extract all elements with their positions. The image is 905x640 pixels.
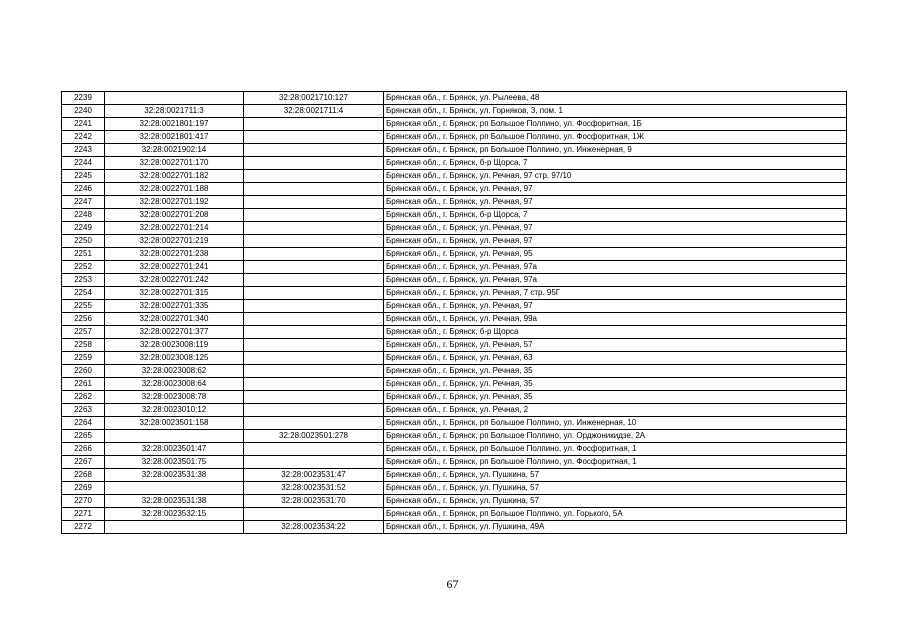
related-cadastral-number-cell bbox=[244, 300, 384, 313]
row-number-cell: 2257 bbox=[62, 326, 105, 339]
table-row bbox=[62, 261, 847, 274]
cadastral-number-cell: 32:28:0023531:38 bbox=[105, 495, 244, 508]
row-number-cell: 2246 bbox=[62, 183, 105, 196]
table-row bbox=[62, 131, 847, 144]
cadastral-number-cell: 32:28:0023501:158 bbox=[105, 417, 244, 430]
cadastral-number-cell: 32:28:0022701:315 bbox=[105, 287, 244, 300]
related-cadastral-number-cell bbox=[244, 235, 384, 248]
cadastral-number-cell: 32:28:0022701:335 bbox=[105, 300, 244, 313]
related-cadastral-number-cell bbox=[244, 248, 384, 261]
related-cadastral-number-cell bbox=[244, 261, 384, 274]
row-number-cell: 2263 bbox=[62, 404, 105, 417]
address-cell: Брянская обл., г. Брянск, ул. Речная, 63 bbox=[384, 352, 847, 365]
table-row bbox=[62, 196, 847, 209]
address-cell: Брянская обл., г. Брянск, ул. Речная, 97а bbox=[384, 261, 847, 274]
address-cell: Брянская обл., г. Брянск, ул. Речная, 97 bbox=[384, 222, 847, 235]
table-row bbox=[62, 339, 847, 352]
row-number-cell: 2252 bbox=[62, 261, 105, 274]
table-row bbox=[62, 118, 847, 131]
table-row bbox=[62, 443, 847, 456]
registry-table-body bbox=[62, 92, 847, 534]
table-row bbox=[62, 365, 847, 378]
row-number-cell: 2240 bbox=[62, 105, 105, 118]
cadastral-number-cell: 32:28:0022701:377 bbox=[105, 326, 244, 339]
address-cell: Брянская обл., г. Брянск, ул. Речная, 2 bbox=[384, 404, 847, 417]
row-number-cell: 2245 bbox=[62, 170, 105, 183]
related-cadastral-number-cell bbox=[244, 209, 384, 222]
row-number-cell: 2270 bbox=[62, 495, 105, 508]
page-number: 67 bbox=[446, 577, 459, 591]
table-row bbox=[62, 508, 847, 521]
address-cell: Брянская обл., г. Брянск, ул. Рылеева, 48 bbox=[384, 92, 847, 105]
table-row bbox=[62, 235, 847, 248]
cadastral-number-cell: 32:28:0023532:15 bbox=[105, 508, 244, 521]
cadastral-number-cell: 32:28:0022701:208 bbox=[105, 209, 244, 222]
row-number-cell: 2260 bbox=[62, 365, 105, 378]
row-number-cell: 2242 bbox=[62, 131, 105, 144]
row-number-cell: 2267 bbox=[62, 456, 105, 469]
related-cadastral-number-cell bbox=[244, 508, 384, 521]
address-cell: Брянская обл., г. Брянск, ул. Горняков, 3, пом. 1 bbox=[384, 105, 847, 118]
address-cell: Брянская обл., г. Брянск, ул. Речная, 97 bbox=[384, 235, 847, 248]
row-number-cell: 2272 bbox=[62, 521, 105, 534]
row-number-cell: 2241 bbox=[62, 118, 105, 131]
related-cadastral-number-cell bbox=[244, 157, 384, 170]
row-number-cell: 2268 bbox=[62, 469, 105, 482]
table-row bbox=[62, 456, 847, 469]
row-number-cell: 2271 bbox=[62, 508, 105, 521]
table-row bbox=[62, 495, 847, 508]
table-row bbox=[62, 326, 847, 339]
related-cadastral-number-cell bbox=[244, 222, 384, 235]
cadastral-number-cell: 32:28:0021801:417 bbox=[105, 131, 244, 144]
related-cadastral-number-cell bbox=[244, 443, 384, 456]
cadastral-number-cell: 32:28:0021711:3 bbox=[105, 105, 244, 118]
cadastral-number-cell bbox=[105, 430, 244, 443]
cadastral-number-cell: 32:28:0022701:340 bbox=[105, 313, 244, 326]
address-cell: Брянская обл., г. Брянск, рп Большое Полпино, ул. Орджоникидзе, 2А bbox=[384, 430, 847, 443]
address-cell: Брянская обл., г. Брянск, рп Большое Полпино, ул. Фосфоритная, 1Ж bbox=[384, 131, 847, 144]
related-cadastral-number-cell bbox=[244, 339, 384, 352]
address-cell: Брянская обл., г. Брянск, рп Большое Полпино, ул. Фосфоритная, 1 bbox=[384, 456, 847, 469]
table-row bbox=[62, 222, 847, 235]
address-cell: Брянская обл., г. Брянск, ул. Речная, 7 стр. 95Г bbox=[384, 287, 847, 300]
address-cell: Брянская обл., г. Брянск, ул. Речная, 95 bbox=[384, 248, 847, 261]
related-cadastral-number-cell bbox=[244, 183, 384, 196]
address-cell: Брянская обл., г. Брянск, ул. Пушкина, 57 bbox=[384, 482, 847, 495]
row-number-cell: 2264 bbox=[62, 417, 105, 430]
cadastral-number-cell bbox=[105, 92, 244, 105]
row-number-cell: 2261 bbox=[62, 378, 105, 391]
cadastral-number-cell: 32:28:0022701:219 bbox=[105, 235, 244, 248]
table-row bbox=[62, 482, 847, 495]
cadastral-number-cell: 32:28:0023008:62 bbox=[105, 365, 244, 378]
related-cadastral-number-cell: 32:28:0023534:22 bbox=[244, 521, 384, 534]
row-number-cell: 2255 bbox=[62, 300, 105, 313]
row-number-cell: 2265 bbox=[62, 430, 105, 443]
cadastral-number-cell: 32:28:0022701:170 bbox=[105, 157, 244, 170]
cadastral-number-cell: 32:28:0022701:214 bbox=[105, 222, 244, 235]
row-number-cell: 2248 bbox=[62, 209, 105, 222]
related-cadastral-number-cell bbox=[244, 326, 384, 339]
row-number-cell: 2243 bbox=[62, 144, 105, 157]
related-cadastral-number-cell: 32:28:0023531:70 bbox=[244, 495, 384, 508]
cadastral-number-cell: 32:28:0023008:64 bbox=[105, 378, 244, 391]
address-cell: Брянская обл., г. Брянск, ул. Речная, 97 bbox=[384, 300, 847, 313]
table-row bbox=[62, 300, 847, 313]
address-cell: Брянская обл., г. Брянск, ул. Пушкина, 57 bbox=[384, 469, 847, 482]
related-cadastral-number-cell bbox=[244, 456, 384, 469]
cadastral-number-cell: 32:28:0021801:197 bbox=[105, 118, 244, 131]
row-number-cell: 2258 bbox=[62, 339, 105, 352]
table-row bbox=[62, 287, 847, 300]
related-cadastral-number-cell bbox=[244, 417, 384, 430]
address-cell: Брянская обл., г. Брянск, ул. Пушкина, 49А bbox=[384, 521, 847, 534]
related-cadastral-number-cell bbox=[244, 287, 384, 300]
cadastral-number-cell: 32:28:0022701:188 bbox=[105, 183, 244, 196]
table-row bbox=[62, 92, 847, 105]
related-cadastral-number-cell: 32:28:0023531:52 bbox=[244, 482, 384, 495]
cadastral-number-cell: 32:28:0023008:119 bbox=[105, 339, 244, 352]
table-row bbox=[62, 144, 847, 157]
address-cell: Брянская обл., г. Брянск, ул. Речная, 35 bbox=[384, 391, 847, 404]
table-row bbox=[62, 183, 847, 196]
address-cell: Брянская обл., г. Брянск, б-р Щорса bbox=[384, 326, 847, 339]
table-row bbox=[62, 469, 847, 482]
related-cadastral-number-cell: 32:28:0021710:127 bbox=[244, 92, 384, 105]
row-number-cell: 2249 bbox=[62, 222, 105, 235]
row-number-cell: 2254 bbox=[62, 287, 105, 300]
cadastral-number-cell bbox=[105, 521, 244, 534]
address-cell: Брянская обл., г. Брянск, рп Большое Полпино, ул. Инженерная, 9 bbox=[384, 144, 847, 157]
row-number-cell: 2247 bbox=[62, 196, 105, 209]
row-number-cell: 2259 bbox=[62, 352, 105, 365]
related-cadastral-number-cell: 32:28:0023501:278 bbox=[244, 430, 384, 443]
table-row bbox=[62, 521, 847, 534]
address-cell: Брянская обл., г. Брянск, ул. Речная, 97 bbox=[384, 196, 847, 209]
address-cell: Брянская обл., г. Брянск, б-р Щорса, 7 bbox=[384, 157, 847, 170]
address-cell: Брянская обл., г. Брянск, рп Большое Полпино, ул. Горького, 5А bbox=[384, 508, 847, 521]
table-row bbox=[62, 313, 847, 326]
row-number-cell: 2262 bbox=[62, 391, 105, 404]
row-number-cell: 2266 bbox=[62, 443, 105, 456]
address-cell: Брянская обл., г. Брянск, ул. Речная, 99а bbox=[384, 313, 847, 326]
table-row bbox=[62, 417, 847, 430]
address-cell: Брянская обл., г. Брянск, б-р Щорса, 7 bbox=[384, 209, 847, 222]
row-number-cell: 2253 bbox=[62, 274, 105, 287]
cadastral-number-cell: 32:28:0022701:182 bbox=[105, 170, 244, 183]
table-row bbox=[62, 274, 847, 287]
cadastral-number-cell: 32:28:0023501:47 bbox=[105, 443, 244, 456]
cadastral-number-cell: 32:28:0021902:14 bbox=[105, 144, 244, 157]
row-number-cell: 2244 bbox=[62, 157, 105, 170]
row-number-cell: 2250 bbox=[62, 235, 105, 248]
related-cadastral-number-cell: 32:28:0023531:47 bbox=[244, 469, 384, 482]
address-cell: Брянская обл., г. Брянск, рп Большое Полпино, ул. Инженерная, 10 bbox=[384, 417, 847, 430]
related-cadastral-number-cell bbox=[244, 144, 384, 157]
table-row bbox=[62, 157, 847, 170]
related-cadastral-number-cell bbox=[244, 378, 384, 391]
table-row bbox=[62, 170, 847, 183]
address-cell: Брянская обл., г. Брянск, ул. Речная, 57 bbox=[384, 339, 847, 352]
row-number-cell: 2269 bbox=[62, 482, 105, 495]
address-cell: Брянская обл., г. Брянск, рп Большое Полпино, ул. Фосфоритная, 1 bbox=[384, 443, 847, 456]
address-cell: Брянская обл., г. Брянск, рп Большое Полпино, ул. Фосфоритная, 1Б bbox=[384, 118, 847, 131]
related-cadastral-number-cell bbox=[244, 391, 384, 404]
related-cadastral-number-cell bbox=[244, 365, 384, 378]
cadastral-number-cell: 32:28:0022701:241 bbox=[105, 261, 244, 274]
table-row bbox=[62, 378, 847, 391]
table-row bbox=[62, 430, 847, 443]
table-row bbox=[62, 105, 847, 118]
cadastral-number-cell: 32:28:0022701:242 bbox=[105, 274, 244, 287]
cadastral-number-cell: 32:28:0023008:125 bbox=[105, 352, 244, 365]
address-cell: Брянская обл., г. Брянск, ул. Пушкина, 57 bbox=[384, 495, 847, 508]
table-row bbox=[62, 352, 847, 365]
related-cadastral-number-cell bbox=[244, 404, 384, 417]
address-cell: Брянская обл., г. Брянск, ул. Речная, 97 стр. 97/10 bbox=[384, 170, 847, 183]
related-cadastral-number-cell bbox=[244, 118, 384, 131]
table-row bbox=[62, 391, 847, 404]
address-cell: Брянская обл., г. Брянск, ул. Речная, 97 bbox=[384, 183, 847, 196]
row-number-cell: 2251 bbox=[62, 248, 105, 261]
related-cadastral-number-cell bbox=[244, 274, 384, 287]
cadastral-number-cell bbox=[105, 482, 244, 495]
table-row bbox=[62, 209, 847, 222]
address-cell: Брянская обл., г. Брянск, ул. Речная, 35 bbox=[384, 378, 847, 391]
cadastral-number-cell: 32:28:0023010:12 bbox=[105, 404, 244, 417]
cadastral-number-cell: 32:28:0022701:238 bbox=[105, 248, 244, 261]
related-cadastral-number-cell bbox=[244, 170, 384, 183]
related-cadastral-number-cell: 32:28:0021711:4 bbox=[244, 105, 384, 118]
address-cell: Брянская обл., г. Брянск, ул. Речная, 97а bbox=[384, 274, 847, 287]
cadastral-number-cell: 32:28:0023531:38 bbox=[105, 469, 244, 482]
cadastral-number-cell: 32:28:0022701:192 bbox=[105, 196, 244, 209]
cadastral-number-cell: 32:28:0023501:75 bbox=[105, 456, 244, 469]
address-cell: Брянская обл., г. Брянск, ул. Речная, 35 bbox=[384, 365, 847, 378]
row-number-cell: 2256 bbox=[62, 313, 105, 326]
related-cadastral-number-cell bbox=[244, 313, 384, 326]
table-row bbox=[62, 404, 847, 417]
related-cadastral-number-cell bbox=[244, 131, 384, 144]
row-number-cell: 2239 bbox=[62, 92, 105, 105]
cadastral-number-cell: 32:28:0023008:78 bbox=[105, 391, 244, 404]
property-registry-table bbox=[61, 91, 847, 534]
table-row bbox=[62, 248, 847, 261]
related-cadastral-number-cell bbox=[244, 352, 384, 365]
related-cadastral-number-cell bbox=[244, 196, 384, 209]
